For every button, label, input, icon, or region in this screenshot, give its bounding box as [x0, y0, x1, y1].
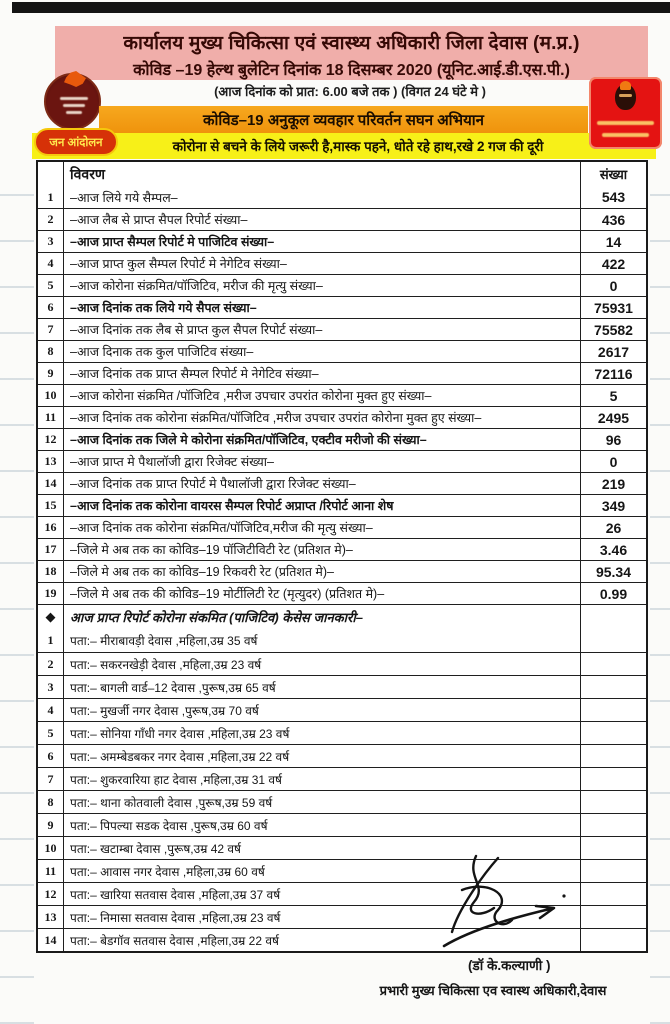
- stat-row: [38, 296, 646, 318]
- row-value: 2617: [580, 341, 646, 362]
- bulletin-date-line: कोविड –19 हेल्थ बुलेटिन दिनांक 18 दिसम्बर 2020 (यूनिट.आई.डी.एस.पी.): [133, 62, 570, 79]
- row-value: [580, 745, 646, 767]
- emblem-text-line: [60, 97, 88, 100]
- row-description: –आज दिनांक तक लिये गये सैपल संख्या–: [70, 301, 257, 315]
- row-description: –आज दिनांक तक प्राप्त सैम्पल रिपोर्ट मे नेगेटिव संख्या–: [70, 367, 319, 381]
- row-description: –आज दिनांक तक कोरोना वायरस सैम्पल रिपोर्ट अप्राप्त /रिपोर्ट आना शेष: [70, 499, 394, 513]
- case-row: [38, 721, 646, 744]
- scheme-emblem-icon: [615, 84, 636, 110]
- row-value: 75582: [580, 319, 646, 340]
- jan-andolan-badge: जन आंदोलन: [34, 128, 118, 156]
- stat-row: [38, 494, 646, 516]
- row-description: पता:– शुकरवारिया हाट देवास ,महिला,उम्र 31 वर्ष: [70, 772, 282, 787]
- row-number: 3: [38, 676, 64, 698]
- row-value: 75931: [580, 297, 646, 318]
- row-description: पता:– आवास नगर देवास ,महिला,उम्र 60 वर्ष: [70, 864, 265, 879]
- stat-row: [38, 428, 646, 450]
- row-description: –जिले मे अब तक का कोविड–19 पॉजिटीविटी रेट (प्रतिशत मे)–: [70, 543, 353, 557]
- row-value: [580, 676, 646, 698]
- row-value: [580, 814, 646, 836]
- scan-ruled-lines-right: [650, 150, 670, 1024]
- row-number: 12: [38, 883, 64, 905]
- row-value: [580, 653, 646, 675]
- emblem-text-line: [63, 104, 85, 107]
- case-row: [38, 767, 646, 790]
- stat-row: [38, 252, 646, 274]
- row-description: पता:– मीराबावड़ी देवास ,महिला,उम्र 35 वर्ष: [70, 634, 258, 648]
- row-description: –आज दिनांक तक लैब से प्राप्त कुल सैपल रिपोर्ट संख्या–: [70, 323, 323, 337]
- stat-row: [38, 582, 646, 604]
- row-number: 8: [38, 791, 64, 813]
- row-value: 96: [580, 429, 646, 450]
- row-number: 7: [38, 319, 64, 340]
- stat-row: [38, 230, 646, 252]
- stat-row: [38, 516, 646, 538]
- row-number: 7: [38, 768, 64, 790]
- stat-row: [38, 274, 646, 296]
- stat-row: [38, 318, 646, 340]
- row-value: [580, 791, 646, 813]
- stat-row: [38, 450, 646, 472]
- case-row: [38, 813, 646, 836]
- scan-ruled-lines-left: [0, 150, 34, 1024]
- row-description: –आज कोरोना संक्रमित/पॉजिटिव, मरीज की मृत्यु संख्या–: [70, 279, 323, 293]
- row-number: 2: [38, 653, 64, 675]
- row-value: 14: [580, 231, 646, 252]
- stat-row: [38, 340, 646, 362]
- row-number: 16: [38, 517, 64, 538]
- mp-campaign-emblem-icon: [44, 73, 101, 130]
- header-description-cell: विवरण: [70, 165, 106, 182]
- campaign-banner: कोविड–19 अनुकूल व्यवहार परिवर्तन सघन अभियान: [99, 106, 588, 133]
- cases-heading-row: [38, 604, 646, 629]
- row-description: पता:– सोनिया गाँधी नगर देवास ,महिला,उम्र 23 वर्ष: [70, 726, 290, 741]
- row-value: 422: [580, 253, 646, 274]
- office-title: कार्यालय मुख्य चिकित्सा एवं स्वास्थ्य अधिकारी जिला देवास (म.प्र.): [123, 33, 580, 54]
- row-description: पता:– खटाम्बा देवास ,पुरूष,उम्र 42 वर्ष: [70, 841, 241, 856]
- row-number: 11: [38, 407, 64, 428]
- row-description: पता:– सकरनखेड़ी देवास ,महिला,उम्र 23 वर्ष: [70, 657, 262, 672]
- row-number: 6: [38, 745, 64, 767]
- row-number: 12: [38, 429, 64, 450]
- emblem-text-line: [66, 111, 82, 114]
- row-number: 9: [38, 363, 64, 384]
- row-value: [580, 860, 646, 882]
- row-value: [580, 722, 646, 744]
- scheme-text-line: [597, 121, 654, 125]
- stat-row: [38, 208, 646, 230]
- row-description: पता:– बेडगॉव सतवास देवास ,महिला,उम्र 22 वर्ष: [70, 933, 279, 948]
- row-description: –आज प्राप्त मे पैथालॉजी द्वारा रिजेक्ट संख्या–: [70, 455, 274, 469]
- row-value: 0: [580, 275, 646, 296]
- cases-heading-empty-cell: [580, 605, 646, 629]
- header-serial-cell: [38, 162, 64, 186]
- row-description: –आज दिनांक तक कोरोना संक्रमित/पॉजिटिव ,मरीज उपचार उपरांत कोरोना मुक्त हुए संख्या–: [70, 411, 482, 425]
- row-number: 17: [38, 539, 64, 560]
- stat-row: [38, 362, 646, 384]
- cases-heading: आज प्राप्त रिपोर्ट कोरोना संकमित (पाजिटिव) केसेस जानकारी–: [70, 610, 363, 625]
- case-row: [38, 675, 646, 698]
- row-number: 19: [38, 583, 64, 604]
- row-number: 2: [38, 209, 64, 230]
- stat-row: [38, 538, 646, 560]
- row-description: पता:– थाना कोतवाली देवास ,पुरूष,उम्र 59 वर्ष: [70, 795, 273, 810]
- row-value: 95.34: [580, 561, 646, 582]
- row-description: –आज दिनांक तक कोरोना संक्रमित/पॉजिटिव,मरीज की मृत्यु संख्या–: [70, 521, 373, 535]
- signatory-name: (डॉ के.कल्याणी ): [468, 958, 551, 973]
- row-description: –आज लैब से प्राप्त सैपल रिपोर्ट संख्या–: [70, 213, 248, 227]
- bulletin-table: [36, 160, 648, 953]
- slogan-banner: कोरोना से बचने के लिये जरूरी है,मास्क पहने, धोते रहे हाथ,रखे 2 गज की दूरी: [32, 133, 656, 159]
- row-number: 5: [38, 722, 64, 744]
- row-description: पता:– बागली वार्ड–12 देवास ,पुरूष,उम्र 65 वर्ष: [70, 680, 276, 695]
- row-value: [580, 629, 646, 652]
- header-count-cell: संख्या: [580, 162, 646, 186]
- row-number: 5: [38, 275, 64, 296]
- row-number: 6: [38, 297, 64, 318]
- row-description: –आज दिनाक तक कुल पाजिटिव संख्या–: [70, 345, 254, 359]
- stats-rows: [38, 186, 646, 604]
- row-value: 5: [580, 385, 646, 406]
- row-description: पता:– पिपल्या सडक देवास ,पुरूष,उम्र 60 वर्ष: [70, 818, 268, 833]
- stat-row: [38, 560, 646, 582]
- row-description: पता:– मुखर्जी नगर देवास ,पुरूष,उम्र 70 वर्ष: [70, 703, 259, 718]
- row-number: 18: [38, 561, 64, 582]
- row-value: 2495: [580, 407, 646, 428]
- stat-row: [38, 406, 646, 428]
- row-description: पता:– अमम्बेडबकर नगर देवास ,महिला,उम्र 22 वर्ष: [70, 749, 290, 764]
- stat-row: [38, 186, 646, 208]
- row-value: [580, 768, 646, 790]
- row-value: [580, 929, 646, 951]
- row-description: पता:– निमासा सतवास देवास ,महिला,उम्र 23 वर्ष: [70, 910, 281, 925]
- row-number: 3: [38, 231, 64, 252]
- row-value: 26: [580, 517, 646, 538]
- row-description: –जिले मे अब तक का कोविड–19 रिकवरी रेट (प्रतिशत मे)–: [70, 565, 335, 579]
- row-value: 0: [580, 451, 646, 472]
- row-value: 72116: [580, 363, 646, 384]
- row-value: 543: [580, 186, 646, 208]
- row-number: 4: [38, 699, 64, 721]
- scheme-text-line: [602, 133, 649, 137]
- row-number: 1: [38, 186, 64, 208]
- row-number: 10: [38, 385, 64, 406]
- case-row: [38, 698, 646, 721]
- row-value: 219: [580, 473, 646, 494]
- signatory-designation: प्रभारी मुख्य चिकित्सा एव स्वास्थ अधिकारी,देवास: [379, 983, 607, 998]
- row-description: –आज दिनांक तक प्राप्त रिपोर्ट मे पैथालॉजी द्वारा रिजेक्ट संख्या–: [70, 477, 356, 491]
- row-number: 14: [38, 473, 64, 494]
- row-number: 8: [38, 341, 64, 362]
- row-number: 9: [38, 814, 64, 836]
- stat-row: [38, 472, 646, 494]
- row-description: –आज प्राप्त सैम्पल रिपोर्ट मे पाजिटिव संख्या–: [70, 235, 275, 249]
- row-description: –आज प्राप्त कुल सैम्पल रिपोर्ट मे नेगेटिव संख्या–: [70, 257, 287, 271]
- case-row: [38, 790, 646, 813]
- row-value: [580, 906, 646, 928]
- case-row: [38, 652, 646, 675]
- case-row: [38, 629, 646, 652]
- row-value: [580, 883, 646, 905]
- row-value: 3.46: [580, 539, 646, 560]
- row-number: 13: [38, 451, 64, 472]
- handwritten-signature: [428, 852, 578, 960]
- row-value: [580, 837, 646, 859]
- diamond-marker-icon: ◆: [38, 605, 64, 629]
- row-value: 349: [580, 495, 646, 516]
- row-number: 1: [38, 629, 64, 652]
- row-number: 10: [38, 837, 64, 859]
- bulletin-title-banner: [55, 26, 648, 80]
- row-description: –आज कोरोना संक्रमित /पॉजिटिव ,मरीज उपचार उपरांत कोरोना मुक्त हुए संख्या–: [70, 389, 432, 403]
- row-value: 436: [580, 209, 646, 230]
- row-number: 13: [38, 906, 64, 928]
- row-value: 0.99: [580, 583, 646, 604]
- state-scheme-logo: [589, 77, 662, 149]
- row-description: पता:– खारिया सतवास देवास ,महिला,उम्र 37 वर्ष: [70, 887, 281, 902]
- row-description: –आज दिनांक तक जिले मे कोरोना संक्रमित/पॉजिटिव, एक्टीव मरीजो की संख्या–: [70, 433, 427, 447]
- stat-row: [38, 384, 646, 406]
- row-number: 11: [38, 860, 64, 882]
- reporting-period-line: (आज दिनांक को प्रात: 6.00 बजे तक ) (विगत 24 घंटे मे ): [214, 84, 486, 99]
- row-number: 15: [38, 495, 64, 516]
- row-number: 4: [38, 253, 64, 274]
- row-description: –आज लिये गये सैम्पल–: [70, 190, 178, 205]
- row-number: 14: [38, 929, 64, 951]
- table-header-row: [38, 162, 646, 186]
- case-row: [38, 744, 646, 767]
- row-description: –जिले मे अब तक की कोविड–19 मोर्टीलिटी रेट (मृत्युदर) (प्रतिशत मे)–: [70, 587, 385, 601]
- scan-top-black-bar: [12, 2, 670, 13]
- row-value: [580, 699, 646, 721]
